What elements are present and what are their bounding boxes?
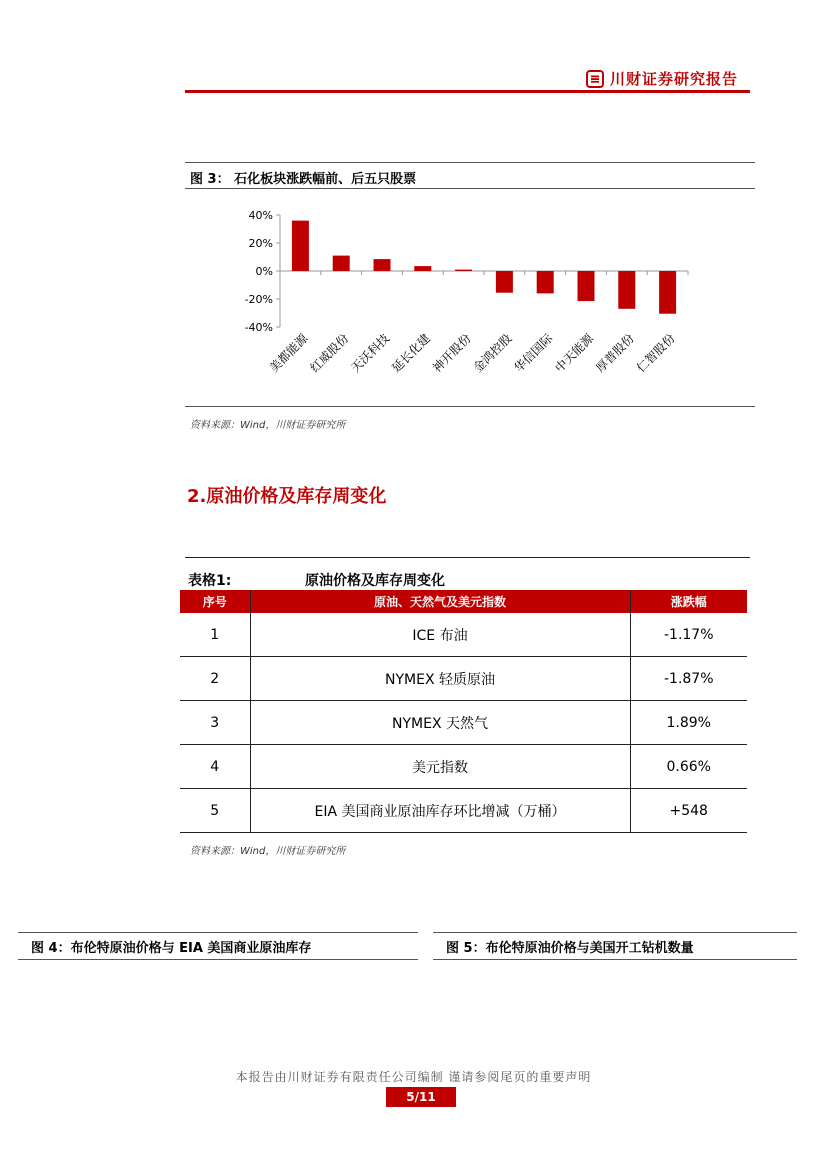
bar — [414, 266, 431, 271]
brand-header — [586, 68, 738, 89]
x-tick-label: 红威股份 — [307, 331, 352, 376]
bar — [374, 259, 391, 271]
row-change: -1.87% — [630, 657, 747, 701]
table-row — [180, 657, 747, 701]
row-no: 1 — [180, 613, 250, 657]
row-no: 4 — [180, 745, 250, 789]
table1-caption-label: 表格1: — [188, 573, 232, 589]
table1-header-name: 原油、天然气及美元指数 — [250, 590, 630, 613]
figure5-title: 图 5：布伦特原油价格与美国开工钻机数量 — [446, 940, 694, 956]
row-change: 1.89% — [630, 701, 747, 745]
table1 — [180, 590, 747, 833]
figure3-top-rule — [185, 162, 755, 163]
bars — [292, 221, 676, 314]
section-heading: 2.原油价格及库存周变化 — [187, 486, 387, 507]
footer-disclaimer: 本报告由川财证券有限责任公司编制 谨请参阅尾页的重要声明 — [235, 1070, 592, 1084]
figure3-title: 图 3： 石化板块涨跌幅前、后五只股票 — [190, 172, 417, 187]
row-name: NYMEX 轻质原油 — [250, 657, 630, 701]
figure4-title-bar — [18, 932, 418, 960]
x-tick-label: 仁智股份 — [633, 331, 678, 376]
x-tick-label: 神开股份 — [429, 331, 474, 376]
y-tick-label: -40% — [244, 321, 273, 334]
brand-name: 川财证券研究报告 — [610, 70, 739, 88]
bar — [292, 221, 309, 271]
table-row — [180, 613, 747, 657]
figure3-bar-chart — [240, 203, 700, 408]
table1-header-change: 涨跌幅 — [630, 590, 747, 613]
bar — [496, 271, 513, 293]
table-row — [180, 701, 747, 745]
header-rule — [185, 90, 750, 93]
bar — [578, 271, 595, 301]
bar — [537, 271, 554, 293]
row-no: 5 — [180, 789, 250, 833]
table1-caption-title: 原油价格及库存周变化 — [305, 573, 445, 589]
table-row — [180, 789, 747, 833]
y-tick-label: -20% — [244, 293, 273, 306]
bar — [455, 270, 472, 271]
row-no: 2 — [180, 657, 250, 701]
row-no: 3 — [180, 701, 250, 745]
figure3-title-rule — [185, 188, 755, 189]
table1-top-rule — [185, 557, 750, 558]
bar — [659, 271, 676, 314]
table1-header-row — [180, 590, 747, 613]
x-tick-label: 美都能源 — [266, 331, 311, 376]
x-tick-label: 延长化建 — [389, 331, 433, 376]
page-number: 5/11 — [386, 1087, 456, 1107]
x-tick-label: 金鸿控股 — [470, 331, 515, 376]
figure5-title-bar — [433, 932, 797, 960]
row-name: EIA 美国商业原油库存环比增减（万桶） — [250, 789, 630, 833]
row-name: NYMEX 天然气 — [250, 701, 630, 745]
bar — [618, 271, 635, 309]
bar — [333, 256, 350, 271]
x-tick-label: 华信国际 — [511, 331, 556, 376]
table1-source: 资料来源：Wind，川财证券研究所 — [190, 846, 346, 857]
row-name: 美元指数 — [250, 745, 630, 789]
row-name: ICE 布油 — [250, 613, 630, 657]
x-tick-labels — [266, 330, 678, 375]
row-change: -1.17% — [630, 613, 747, 657]
figure4-title: 图 4：布伦特原油价格与 EIA 美国商业原油库存 — [31, 940, 312, 956]
figure3-source: 资料来源：Wind，川财证券研究所 — [190, 420, 346, 431]
y-tick-label: 0% — [255, 265, 273, 278]
x-tick-label: 厚普股份 — [593, 331, 637, 376]
y-tick-label: 20% — [248, 237, 273, 250]
x-tick-label: 中天能源 — [552, 331, 597, 376]
figure3-bottom-rule — [185, 406, 755, 407]
x-tick-label: 天沃科技 — [348, 331, 393, 376]
table-row — [180, 745, 747, 789]
y-tick-label: 40% — [248, 209, 273, 222]
row-change: +548 — [630, 789, 747, 833]
chuancai-logo-icon — [586, 70, 604, 88]
table1-header-no: 序号 — [180, 590, 250, 613]
row-change: 0.66% — [630, 745, 747, 789]
